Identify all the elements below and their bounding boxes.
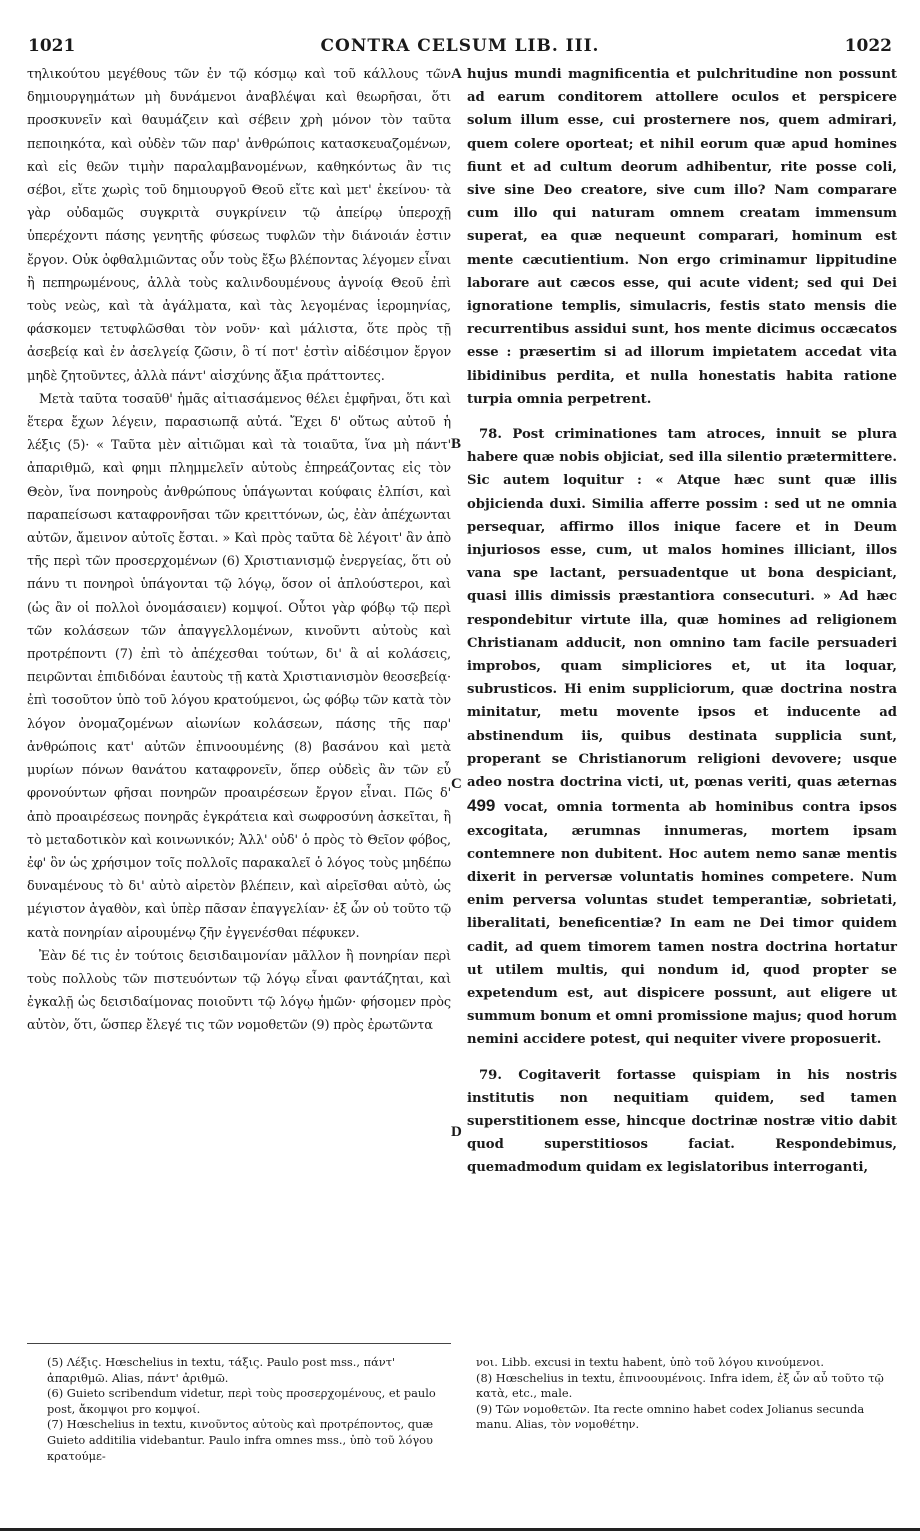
margin-letter-b: B [451,436,462,452]
left-column-number: 1021 [28,36,76,56]
footnote: (8) Hœschelius in textu, ἐπινοουμένοις. Infra idem, ἐξ ὧν αὖ τοῦτο τῷ κατὰ, etc., male. [476,1370,884,1401]
latin-paragraph: 79. Cogitaverit fortasse quispiam in his nostris institutis non nequitiam quidem, sed tamen superstitionem esse, hincque doctrinæ nostræ vitio dabit quod superstitiosos faciat. Respondebimus, quemadmodum quidam ex legislatoribus interroganti, [467,1067,897,1176]
latin-paragraph: hujus mundi magnificentia et pulchritudine non possunt ad earum conditorem attollere oculos et perspicere solum illum esse, cui prosternere nos, quem admirari, quem colere oporteat; et nihil eorum quæ apud homines fiunt et ad cultum deorum adhibentur, rite posse coli, sive sine Deo creatore, sive cum illo? Nam comparare cum illo qui naturam omnem creatam immensum superat, ea quæ nequeunt comparari, hominum est mente cæcutientium. Non ergo criminamur lippitudine laborare aut cæcos esse, qui acute vident; sed qui Dei ignoratione templis, simulacris, festis stato mensis die recurrentibus assidui sunt, hos mente dicimus occæcatos esse : præsertim si ad illorum impietatem accedat vita libidinibus perdita, et nulla honestatis habita ratione turpia omnia perpetrent. [467,67,897,407]
footnote: (6) Guieto scribendum videtur, περὶ τοὺς προσερχομένους, et paulo post, ἄκομψοι pro κομψοί. [47,1386,436,1416]
footnote: (9) Τῶν νομοθετῶν. Ita recte omnino habet codex Jolianus secunda manu. Alias, τὸν νομοθέτην. [476,1401,865,1432]
latin-text: 78. Post criminationes tam atroces, innuit se plura habere quæ nobis objiciat, sed illa silentio prætermittere. Sic autem loquitur : « Atque hæc sunt quæ illis objicienda duxi. Similia afferre possim : sed ut ne omnia persequar, affirmo illos inique facere et in Deum injuriosos esse, cum, ut malos homines illiciant, illos vana spe lactant, persuadentque ut bona despiciant, quasi illis dimissis præstantiora consecuturi. » Ad hæc respondebitur virtute illa, quæ homines ad religionem Christianam adducit, non omnino tam facile persuaderi improbos, quam simpliciores et, ut ita loquar, subrusticos. Hi enim suppliciorum, quæ doctrina nostra minitatur, metu movente ipsos et inducente ad abstinendum iis, quibus destinata supplicia sunt, properant se Christianorum religioni devovere; usque adeo nostra doctrina victi, ut, pœnas veriti, quas æternas [467,427,897,791]
margin-letter-c: C [451,776,462,792]
footnotes-right [476,1355,894,1433]
footnotes-left [47,1355,451,1464]
margin-letter-d: D [451,1124,462,1140]
greek-paragraph: Ἐὰν δέ τις ἐν τούτοις δεισιδαιμονίαν μᾶλλον ἢ πονηρίαν περὶ τοὺς πολλοὺς τῶν πιστευόντων τῷ λόγῳ εἶναι φαντάζηται, καὶ ἐγκαλῇ ὡς δεισιδαίμονας ποιοῦντι τῷ λόγῳ ἡμῶν· φήσομεν πρὸς αὐτὸν, ὅτι, ὥσπερ ἔλεγέ τις τῶν νομοθετῶν (9) πρὸς ἐρωτῶντα [27,948,451,1034]
greek-paragraph: τηλικούτου μεγέθους τῶν ἐν τῷ κόσμῳ καὶ τοῦ κάλλους τῶν δημιουργημάτων μὴ δυνάμενοι ἀναβλέψαι καὶ θεωρῆσαι, ὅτι προσκυνεῖν καὶ θαυμάζειν καὶ σέβειν χρὴ μόνον τὸν ταῦτα πεποιηκότα, καὶ οὐδὲν τῶν παρ' ἀνθρώποις κατασκευαζομένων, καὶ εἰς θεῶν τιμὴν παραλαμβανομένων, καθηκόντως ἂν τις σέβοι, εἴτε χωρὶς τοῦ δημιουργοῦ Θεοῦ εἴτε καὶ μετ' ἐκείνου· τὰ γὰρ οὐδαμῶς συγκριτὰ συγκρίνειν τῷ ἀπείρῳ ὑπεροχῇ ὑπερέχοντι πάσης γενητῆς φύσεως τυφλῶν τὴν διάνοιάν ἐστιν ἔργον. Οὐκ ὀφθαλμιῶντας οὖν τοὺς ἔξω βλέποντας λέγομεν εἶναι ἢ πεπηρωμένους, ἀλλὰ τοὺς καλινδουμένους ἀγνοίᾳ Θεοῦ ἐπὶ τοὺς νεὼς, καὶ τὰ ἀγάλματα, καὶ τὰς λεγομένας ἱερομηνίας, φάσκομεν τετυφλῶσθαι τὸν νοῦν· καὶ μάλιστα, ὅτε πρὸς τῇ ἀσεβείᾳ καὶ ἐν ἀσελγείᾳ ζῶσιν, ὃ τί ποτ' ἐστὶν αἰδέσιμον ἔργον μηδὲ ζητοῦντες, ἀλλὰ πάντ' αἰσχύνης ἄξια πράττοντες. [27,67,451,384]
running-title: CONTRA CELSUM LIB. III. [320,36,600,56]
latin-column [467,63,897,1180]
page-bottom-rule [0,1528,920,1531]
running-header [28,36,892,60]
footnote-rule [27,1343,451,1344]
footnote: (5) Λέξις. Hœschelius in textu, τάξις. Paulo post mss., πάντ' ἀπαριθμῶ. Alias, πάντ' ἀριθμῶ. [47,1355,396,1385]
footnote: (7) Hœschelius in textu, κινοῦντος αὐτοὺς καὶ προτρέποντος, quæ Guieto additilia videbantur. Paulo infra omnes mss., ὑπὸ τοῦ λόγου κρατούμε- [47,1417,434,1463]
greek-paragraph: Μετὰ ταῦτα τοσαῦθ' ἡμᾶς αἰτιασάμενος θέλει ἐμφῆναι, ὅτι καὶ ἕτερα ἔχων λέγειν, παρασιωπᾷ αὐτά. Ἔχει δ' οὕτως αὐτοῦ ἡ λέξις (5)· « Ταῦτα μὲν αἰτιῶμαι καὶ τὰ τοιαῦτα, ἵνα μὴ πάντ' ἀπαριθμῶ, καὶ φημι πλημμελεῖν αὐτοὺς ἐπηρεάζοντας εἰς τὸν Θεὸν, ἵνα πονηροὺς ἀνθρώπους ὑπάγωνται κούφαις ἐλπίσι, καὶ παραπείσωσι καταφρονῆσαι τῶν κρειττόνων, ὡς, ἐὰν ἀπέχωνται αὐτῶν, ἄμεινον αὐτοῖς ἔσται. » Καὶ πρὸς ταῦτα δὲ λέγοιτ' ἂν ἀπὸ τῆς περὶ τῶν προσερχομένων (6) Χριστιανισμῷ ἐνεργείας, ὅτι οὐ πάνυ τι πονηροὶ ὑπάγονται τῷ λόγῳ, ὅσον οἱ ἁπλούστεροι, καὶ (ὡς ἂν οἱ πολλοὶ ὀνομάσαιεν) κομψοί. Οὗτοι γὰρ φόβῳ τῷ περὶ τῶν κολάσεων τῶν ἀπαγγελλομένων, κινοῦντι αὐτοὺς καὶ προτρέποντι (7) ἐπὶ τὸ ἀπέχεσθαι τούτων, δι' ἃ αἱ κολάσεις, πειρῶνται ἐπιδιδόναι ἑαυτοὺς τῇ κατὰ Χριστιανισμὸν θεοσεβείᾳ· ἐπὶ τοσοῦτον ὑπὸ τοῦ λόγου κρατούμενοι, ὡς φόβῳ τῶν κατὰ τὸν λόγον ὀνομαζομένων αἰωνίων κολάσεων, πάσης τῆς παρ' ἀνθρώποις κατ' αὐτῶν ἐπινοουμένης (8) βασάνου καὶ μετὰ μυρίων πόνων θανάτου καταφρονεῖν, ὅπερ οὐδεὶς ἂν τῶν εὖ φρονούντων φῆσαι πονηρῶν προαιρέσεων ἔργον εἶναι. Πῶς δ' ἀπὸ προαιρέσεως πονηρᾶς ἐγκράτεια καὶ σωφροσύνη ἀσκεῖται, ἢ τὸ μεταδοτικὸν καὶ κοινωνικόν; Ἀλλ' οὐδ' ὁ πρὸς τὸ Θεῖον φόβος, ἐφ' ὃν ὡς χρήσιμον τοῖς πολλοῖς παρακαλεῖ ὁ λόγος τοὺς μηδέπω δυναμένους τὸ δι' αὐτὸ αἱρετὸν βλέπειν, καὶ αἱρεῖσθαι αὐτὸ, ὡς μέγιστον ἀγαθὸν, καὶ ὑπὲρ πᾶσαν ἐπαγγελίαν· ἐξ ὧν οὐ τοῦτο τῷ κατὰ πονηρίαν αἱρουμένῳ ζῆν ἐγγενέσθαι πέφυκεν. [27,391,451,941]
greek-column [27,63,451,1038]
latin-text: vocat, omnia tormenta ab hominibus contra ipsos excogitata, ærumnas innumeras, mortem ipsam contemnere non dubitent. Hoc autem nemo sanæ mentis dixerit in perversæ voluntatis homines competere. Num enim perversa voluntas studet temperantiæ, sobrietati, liberalitati, beneficentiæ? In eam ne Dei timor quidem cadit, ad quem timorem tamen nostra doctrina hortatur ut utilem multis, qui nondum id, quod propter se expetendum est, aut dispicere possunt, aut eligere ut summum bonum et omni promissione majus; quod horum nemini accidere potest, qui nequiter vivere proposuerit. [467,800,897,1048]
page-marker: 499 [467,796,496,816]
margin-letter-a: A [451,66,462,82]
latin-paragraph [467,423,897,1051]
right-column-number: 1022 [844,36,892,56]
footnote: νοι. Libb. excusi in textu habent, ὑπὸ τοῦ λόγου κινούμενοι. [476,1355,825,1369]
